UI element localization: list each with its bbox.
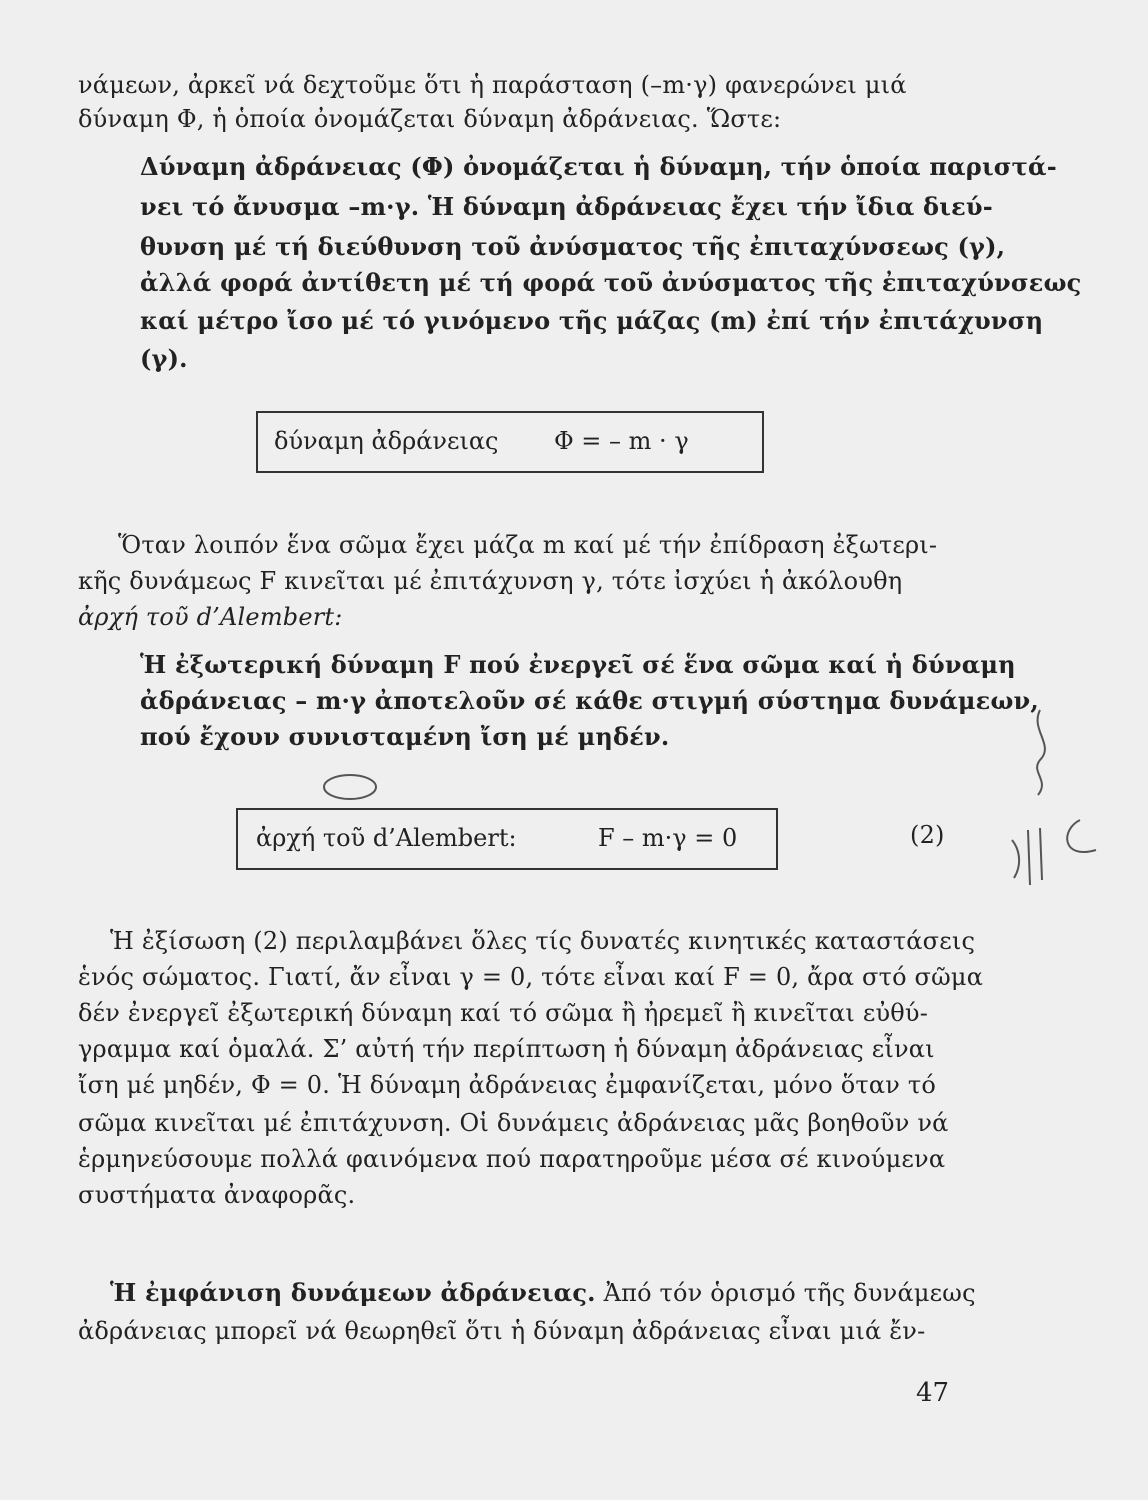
equation-line-8: συστήματα ἀναφορᾶς. [78,1181,356,1209]
principle-line-2: ἀδράνειας – m·γ ἀποτελοῦν σέ κάθε στιγμή σύστημα δυνάμεων, [140,686,1039,715]
equation-line-1: Ἡ ἐξίσωση (2) περιλαμβάνει ὅλες τίς δυνατές κινητικές καταστάσεις [110,927,976,955]
equation-line-4: γραμμα καί ὁμαλά. Σ’ αὐτή τήν περίπτωση ἡ δύναμη ἀδράνειας εἶναι [78,1035,935,1063]
equation-line-3: δέν ἐνεργεῖ ἐξωτερική δύναμη καί τό σῶμα ἢ ἠρεμεῖ ἢ κινεῖται εὐθύ- [78,999,929,1027]
dalembert-line-2: κῆς δυνάμεως F κινεῖται μέ ἐπιτάχυνση γ, τότε ἰσχύει ἡ ἀκόλουθη [78,567,903,595]
formula-box-dalembert [236,808,778,870]
appearance-line-2: ἀδράνειας μπορεῖ νά θεωρηθεῖ ὅτι ἡ δύναμη ἀδράνειας εἶναι μιά ἔν- [78,1317,926,1345]
equation-line-6: σῶμα κινεῖται μέ ἐπιτάχυνση. Οἱ δυνάμεις ἀδράνειας μᾶς βοηθοῦν νά [78,1109,949,1137]
page-number: 47 [916,1378,950,1408]
formula-dalembert-label: ἀρχή τοῦ d’Alembert: [256,824,517,852]
definition-line-4: ἀλλά φορά ἀντίθετη μέ τή φορά τοῦ ἀνύσματος τῆς ἐπιταχύνσεως [140,268,1082,297]
appearance-line-1 [110,1278,976,1308]
appearance-heading: Ἡ ἐμφάνιση δυνάμεων ἀδράνειας. [110,1278,596,1307]
formula-inertia-label: δύναμη ἀδράνειας [274,427,499,455]
equation-line-7: ἑρμηνεύσουμε πολλά φαινόμενα πού παρατηροῦμε μέσα σέ κινούμενα [78,1145,946,1173]
equation-line-5: ἴση μέ μηδέν, Φ = 0. Ἡ δύναμη ἀδράνειας ἐμφανίζεται, μόνο ὅταν τό [78,1071,936,1099]
equation-number: (2) [910,821,945,849]
intro-line-2: δύναμη Φ, ἡ ὁποία ὀνομάζεται δύναμη ἀδράνειας. Ὥστε: [78,105,782,133]
definition-line-2: νει τό ἄνυσμα –m·γ. Ἡ δύναμη ἀδράνειας ἔχει τήν ἴδια διεύ- [140,192,993,221]
equation-line-2: ἑνός σώματος. Γιατί, ἄν εἶναι γ = 0, τότε εἶναι καί F = 0, ἄρα στό σῶμα [78,963,984,991]
principle-line-3: πού ἔχουν συνισταμένη ἴση μέ μηδέν. [140,722,670,751]
circle-mark-icon [320,772,380,802]
dalembert-line-3: ἀρχή τοῦ d’Alembert: [78,603,343,631]
definition-line-3: θυνση μέ τή διεύθυνση τοῦ ἀνύσματος τῆς ἐπιταχύνσεως (γ), [140,232,1006,261]
dalembert-line-1: Ὅταν λοιπόν ἕνα σῶμα ἔχει μάζα m καί μέ τήν ἐπίδραση ἐξωτερι- [118,531,938,559]
definition-line-5: καί μέτρο ἴσο μέ τό γινόμενο τῆς μάζας (m) ἐπί τήν ἐπιτάχυνση [140,306,1044,335]
appearance-line-1-rest: Ἀπό τόν ὁρισμό τῆς δυνάμεως [603,1279,976,1307]
intro-line-1: νάμεων, ἀρκεῖ νά δεχτοῦμε ὅτι ἡ παράσταση (–m·γ) φανερώνει μιά [78,71,907,99]
formula-box-inertia [256,411,764,473]
formula-inertia-equation: Φ = – m · γ [554,427,689,455]
definition-line-1: Δύναμη ἀδράνειας (Φ) ὀνομάζεται ἡ δύναμη, τήν ὁποία παριστά- [140,152,1057,181]
formula-dalembert-equation: F – m·γ = 0 [598,824,738,852]
principle-line-1: Ἡ ἐξωτερική δύναμη F πού ἐνεργεῖ σέ ἕνα σῶμα καί ἡ δύναμη [140,650,1016,679]
handwritten-annotation-icon [1000,700,1110,900]
definition-line-6: (γ). [140,344,188,373]
